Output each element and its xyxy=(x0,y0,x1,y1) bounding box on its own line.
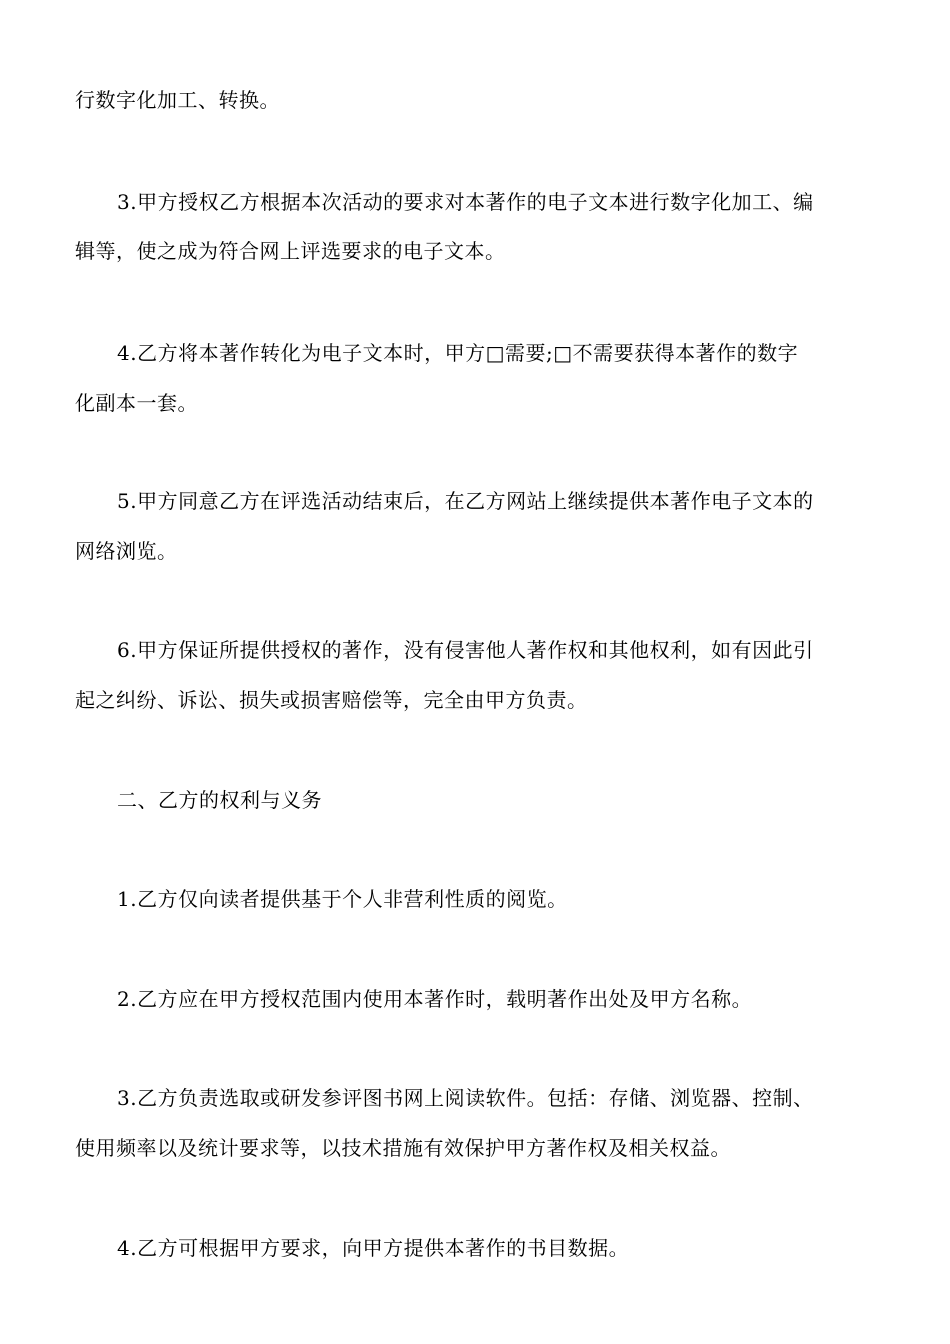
party-b-clause-1: 1.乙方仅向读者提供基于个人非营利性质的阅览。 xyxy=(117,887,568,911)
party-b-clause-3-line-1: 3.乙方负责选取或研发参评图书网上阅读软件。包括：存储、浏览器、控制、 xyxy=(117,1086,814,1110)
clause-3-line-2: 辑等，使之成为符合网上评选要求的电子文本。 xyxy=(75,239,506,263)
clause-5-line-2: 网络浏览。 xyxy=(75,539,178,563)
paragraph-continuation: 行数字化加工、转换。 xyxy=(75,88,280,112)
party-b-clause-2: 2.乙方应在甲方授权范围内使用本著作时，载明著作出处及甲方名称。 xyxy=(117,987,753,1011)
party-b-clause-3-line-2: 使用频率以及统计要求等，以技术措施有效保护甲方著作权及相关权益。 xyxy=(75,1136,731,1160)
section-heading: 二、乙方的权利与义务 xyxy=(117,788,322,812)
clause-3-line-1: 3.甲方授权乙方根据本次活动的要求对本著作的电子文本进行数字化加工、编 xyxy=(117,190,814,214)
clause-4-line-2: 化副本一套。 xyxy=(75,391,198,415)
clause-4-line-1: 4.乙方将本著作转化为电子文本时，甲方□需要;□不需要获得本著作的数字 xyxy=(117,341,799,365)
clause-6-line-2: 起之纠纷、诉讼、损失或损害赔偿等，完全由甲方负责。 xyxy=(75,688,588,712)
clause-5-line-1: 5.甲方同意乙方在评选活动结束后，在乙方网站上继续提供本著作电子文本的 xyxy=(117,489,814,513)
party-b-clause-4: 4.乙方可根据甲方要求，向甲方提供本著作的书目数据。 xyxy=(117,1236,630,1260)
clause-6-line-1: 6.甲方保证所提供授权的著作，没有侵害他人著作权和其他权利，如有因此引 xyxy=(117,638,814,662)
